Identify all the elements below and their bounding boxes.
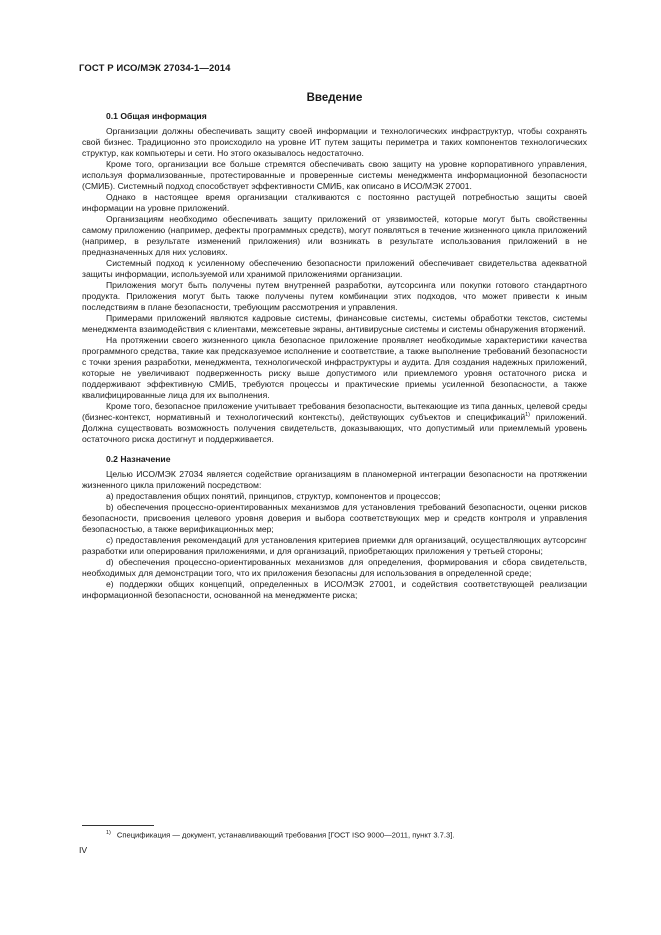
footnote-reference[interactable]: 1) — [525, 412, 531, 419]
footnote — [106, 830, 454, 840]
paragraph: Организации должны обеспечивать защиту своей информации и технологических инфраструктур, чтобы сохранять свой бизнес. Традиционно это происходило на уровне ИТ путем защиты периметра и таких компонентов технологических структур, как компьютеры и сети. Но этого оказывалось недостаточно. — [82, 126, 587, 158]
paragraph: Приложения могут быть получены путем внутренней разработки, аутсорсинга или покупки готового стандартного продукта. Приложения могут быть также получены путем комбинации этих подходов, что может привести к иным последствиям в плане безопасности, требующим рассмотрения и управления. — [82, 280, 587, 312]
paragraph-text: Кроме того, безопасное приложение учитывает требования безопасности, вытекающие из типа данных, целевой среды (бизнес-контекст, нормативный и технологический контексты), действующих субъектов и спецификаций — [82, 401, 587, 422]
list-item: а) предоставления общих понятий, принципов, структур, компонентов и процессов; — [106, 491, 441, 501]
paragraph-text: приложений. Должна существовать возможность получения свидетельств, доказывающих, что допустимый или приемлемый уровень остаточного риска достигнут и поддерживается. — [82, 412, 587, 444]
standard-header: ГОСТ Р ИСО/МЭК 27034-1—2014 — [79, 63, 231, 74]
list-item: с) предоставления рекомендаций для установления критериев приемки для организаций, осуществляющих аутсорсинг разработки или оперирования приложениями, и для организаций, приобретающих приложения у третьей стороны; — [82, 535, 587, 556]
paragraph: Системный подход к усиленному обеспечению безопасности приложений обеспечивает свидетельства адекватной защиты информации, используемой или хранимой приложениями организации. — [82, 258, 587, 279]
list-item: d) обеспечения процессно-ориентированных механизмов для определения, формирования и сбора свидетельств, необходимых для демонстрации того, что их приложения безопасны для использования в определенной среде; — [82, 557, 587, 578]
section-heading-general: 0.1 Общая информация — [106, 111, 207, 121]
footnote-text: Спецификация — документ, устанавливающий требования [ГОСТ ISO 9000—2011, пункт 3.7.3]. — [116, 830, 455, 840]
page-number: IV — [79, 845, 88, 855]
page-content — [82, 92, 587, 601]
paragraph: Организациям необходимо обеспечивать защиту приложений от уязвимостей, которые могут быть свойственны самому приложению (например, дефекты программных средств), могут появляться в течение жизненного цикла приложений (например, в результате изменений приложения) или возникать в результате использования приложений в не предназначенных для них условиях. — [82, 214, 587, 257]
section-gap — [82, 445, 587, 454]
page-title: Введение — [306, 92, 363, 104]
paragraph: Однако в настоящее время организации сталкиваются с постоянно растущей потребностью защиты своей информации на уровне приложений. — [82, 192, 587, 213]
list-item: b) обеспечения процессно-ориентированных механизмов для установления требований безопасности, оценки рисков безопасности, присвоения целевого уровня доверия и выбора соответствующих мер и средств контроля и управления безопасностью, а также верификационных мер; — [82, 502, 587, 534]
paragraph-with-footnote — [82, 401, 587, 445]
paragraph: Примерами приложений являются кадровые системы, финансовые системы, системы обработки текстов, системы менеджмента взаимодействия с клиентами, межсетевые экраны, антивирусные системы и системы обнаружения вторжений. — [82, 313, 587, 334]
list-item: е) поддержки общих концепций, определенных в ИСО/МЭК 27001, и содействия соответствующей реализации информационной безопасности, основанной на менеджменте риска; — [82, 579, 587, 600]
paragraph: Целью ИСО/МЭК 27034 является содействие организациям в планомерной интеграции безопасности на протяжении жизненного цикла приложений посредством: — [82, 469, 587, 490]
paragraph: На протяжении своего жизненного цикла безопасное приложение проявляет необходимые характеристики качества программного средства, такие как предсказуемое исполнение и соответствие, а также выполнение требований безопасности с точки зрения разработки, менеджмента, технологической инфраструктуры и аудита. Для создания надежных приложений, которые не увеличивают подверженность риску выше допустимого или приемлемого уровня остаточного риска и поддерживают эффективную СМИБ, требуются процессы и практические приемы усиленной безопасности, а также квалифицированные лица для их выполнения. — [82, 335, 587, 400]
footnote-marker: 1) — [106, 830, 111, 836]
section-heading-purpose: 0.2 Назначение — [106, 454, 171, 464]
paragraph: Кроме того, организации все больше стремятся обеспечивать свою защиту на уровне корпоративного управления, используя формализованные, протестированные и проверенные системы менеджмента информационной безопасности (СМИБ). Системный подход способствует эффективности СМИБ, как описано в ИСО/МЭК 27001. — [82, 159, 587, 191]
footnote-divider — [82, 825, 154, 826]
